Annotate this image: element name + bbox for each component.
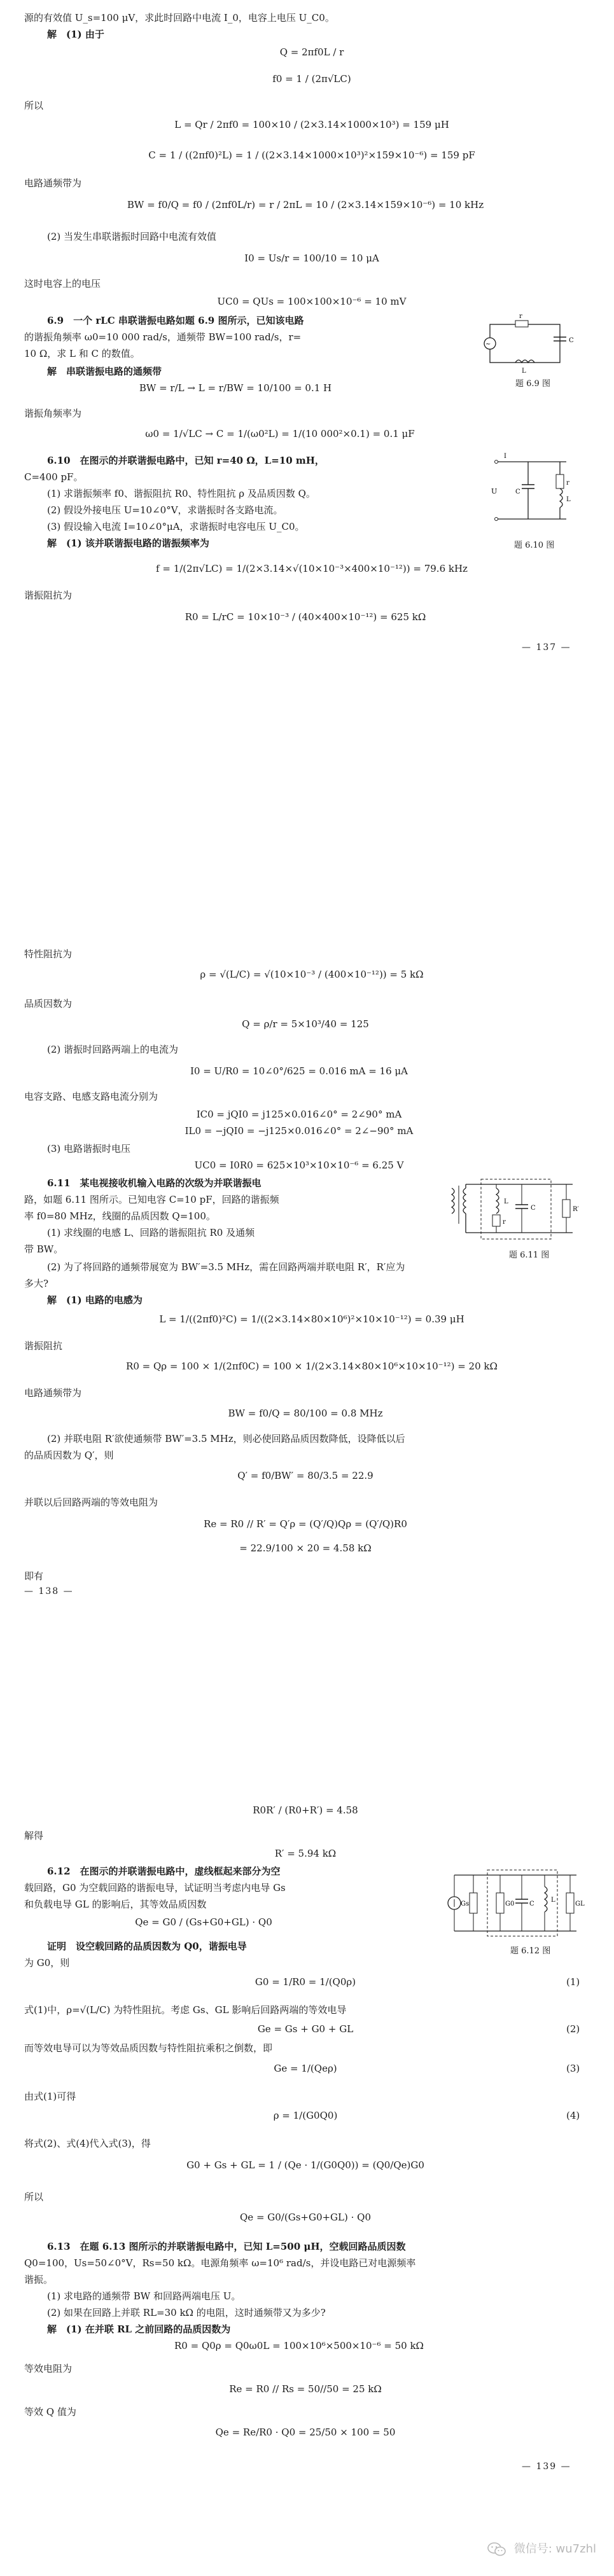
svg-text:C: C (529, 1901, 534, 1908)
svg-text:G0: G0 (505, 1901, 515, 1908)
svg-text:C: C (531, 1205, 536, 1212)
text-line: (1) 求谐振频率 f0、谐振阻抗 R0、特性阻抗 ρ 及品质因数 Q。 (47, 488, 316, 499)
text-line: 等效电阻为 (24, 2363, 73, 2374)
text-line: 多大? (24, 1278, 49, 1289)
equation: C = 1 / ((2πf0)²L) = 1 / ((2×3.14×1000×10³)²×159×10⁻⁶) = 159 pF (148, 149, 475, 161)
text-line: 解 (1) 该并联谐振电路的谐振频率为 (47, 537, 209, 549)
circuit-figure-6-9 (484, 312, 579, 375)
svg-text:L: L (522, 368, 526, 375)
equation: Re = R0 // R′ = Q′ρ = (Q′/Q)Qρ = (Q′/Q)R0 (204, 1518, 407, 1530)
equation: IC0 = jQI0 = j125×0.016∠0° = 2∠90° mA (196, 1109, 402, 1120)
text-line: (3) 假设输入电流 I=10∠0°μA，求谐振时电容电压 U_C0。 (47, 521, 305, 532)
equation: R0R′ / (R0+R′) = 4.58 (253, 1804, 358, 1816)
equation: f0 = 1 / (2π√LC) (272, 73, 351, 85)
svg-text:R′: R′ (573, 1206, 579, 1213)
svg-text:U: U (491, 487, 498, 495)
text-line: 解 (1) 在并联 RL 之前回路的品质因数为 (47, 2323, 231, 2335)
equation: Q′ = f0/BW′ = 80/3.5 = 22.9 (237, 1470, 373, 1481)
equation: I0 = U/R0 = 10∠0°/625 = 0.016 mA = 16 μA (190, 1065, 408, 1077)
text-line: 10 Ω，求 L 和 C 的数值。 (24, 348, 140, 359)
text-line: (1) 求电路的通频带 BW 和回路两端电压 U。 (47, 2290, 241, 2302)
text-line: 带 BW。 (24, 1243, 64, 1255)
page-number: — 139 — (522, 2462, 571, 2472)
equation: I0 = Us/r = 100/10 = 10 μA (244, 253, 379, 264)
svg-text:L: L (504, 1198, 508, 1205)
equation: Qe = Re/R0 · Q0 = 25/50 × 100 = 50 (215, 2427, 396, 2438)
equation-number: (1) (566, 1976, 580, 1988)
equation: UC0 = QUs = 100×100×10⁻⁶ = 10 mV (217, 296, 407, 307)
text-line: 载回路，G0 为空载回路的谐振电导，试证明当考虑内电导 Gs (24, 1882, 286, 1894)
equation: L = 1/((2πf0)²C) = 1/((2×3.14×80×10⁶)²×10×10⁻¹²) = 0.39 μH (159, 1313, 464, 1325)
equation: Qe = G0 / (Gs+G0+GL) · Q0 (135, 1916, 272, 1928)
watermark (487, 2540, 596, 2557)
equation: = 22.9/100 × 20 = 4.58 kΩ (239, 1542, 372, 1554)
circuit-figure-6-10 (490, 449, 579, 532)
equation: UC0 = I0R0 = 625×10³×10×10⁻⁶ = 6.25 V (194, 1160, 404, 1171)
figure-caption: 题 6.11 图 (509, 1250, 550, 1260)
wechat-icon (487, 2542, 506, 2557)
text-line: C=400 pF。 (24, 471, 83, 483)
text-line: 为 G0，则 (24, 1957, 70, 1969)
text-line: 源的有效值 U_s=100 μV，求此时回路中电流 I_0，电容上电压 U_C0。 (24, 12, 335, 24)
figure-caption: 题 6.9 图 (515, 379, 550, 389)
text-line: 的谐振角频率 ω0=10 000 rad/s，通频带 BW=100 rad/s，r= (24, 331, 302, 343)
equation-number: (3) (566, 2063, 580, 2074)
equation: IL0 = −jQI0 = −j125×0.016∠0° = 2∠−90° mA (185, 1125, 414, 1137)
equation: R0 = Qρ = 100 × 1/(2πf0C) = 100 × 1/(2×3.14×80×10⁶×10×10⁻¹²) = 20 kΩ (126, 1361, 498, 1372)
equation: Q = ρ/r = 5×10³/40 = 125 (242, 1018, 369, 1030)
equation: BW = r/L → L = r/BW = 10/100 = 0.1 H (139, 382, 332, 394)
text-line: (2) 如果在回路上并联 RL=30 kΩ 的电阻，这时通频带又为多少? (47, 2307, 326, 2318)
text-line: (3) 电路谐振时电压 (47, 1143, 131, 1154)
equation: L = Qr / 2πf0 = 100×10 / (2×3.14×1000×10³) = 159 μH (174, 119, 449, 130)
text-line: (2) 谐振时回路两端上的电流为 (47, 1044, 179, 1055)
text-line: (1) 求线圈的电感 L、回路的谐振阻抗 R0 及通频 (47, 1227, 255, 1238)
problem-6-11: 6.11 某电视接收机输入电路的次级为并联谐振电 (47, 1177, 262, 1189)
text-line: 谐振。 (24, 2274, 53, 2285)
text-line: 所以 (24, 100, 44, 111)
svg-text:C: C (569, 337, 574, 344)
text-line: 由式(1)可得 (24, 2091, 76, 2102)
text-line: 而等效电导可以为等效品质因数与特性阻抗乘积之倒数，即 (24, 2042, 273, 2054)
text-line: 解得 (24, 1830, 44, 1841)
svg-text:~: ~ (485, 341, 491, 348)
text-line: 电路通频带为 (24, 177, 82, 189)
text-line: 谐振阻抗 (24, 1340, 63, 1352)
text-line: 特性阻抗为 (24, 948, 73, 960)
text-line: 率 f0=80 MHz，线圈的品质因数 Q=100。 (24, 1210, 216, 1222)
equation: ω0 = 1/√LC → C = 1/(ω0²L) = 1/(10 000²×0.1) = 0.1 μF (145, 428, 415, 440)
equation: R0 = L/rC = 10×10⁻³ / (40×400×10⁻¹²) = 625 kΩ (185, 611, 426, 623)
circuit-figure-6-11 (445, 1175, 585, 1245)
svg-text:L: L (551, 1897, 555, 1904)
equation: Ge = Gs + G0 + GL (257, 2023, 354, 2035)
equation: R0 = Q0ρ = Q0ω0L = 100×10⁶×500×10⁻⁶ = 50 kΩ (174, 2340, 424, 2351)
equation: ρ = √(L/C) = √(10×10⁻³ / (400×10⁻¹²)) = 5 kΩ (200, 969, 424, 980)
text-line: Q0=100，Us=50∠0°V，Rs=50 kΩ。电源角频率 ω=10⁶ rad/s，并设电路已对电源频率 (24, 2257, 416, 2269)
text-line: 电容支路、电感支路电流分别为 (24, 1091, 158, 1102)
text-line: 将式(2)、式(4)代入式(3)，得 (24, 2138, 151, 2149)
equation: R′ = 5.94 kΩ (274, 1848, 337, 1859)
svg-text:r: r (566, 480, 569, 487)
text-line: (2) 当发生串联谐振时回路中电流有效值 (47, 231, 217, 242)
text-line: 解 (1) 由于 (47, 29, 104, 40)
page-139 (0, 1724, 614, 2576)
svg-text:r: r (519, 313, 522, 320)
text-line: 证明 设空载回路的品质因数为 Q0，谐振电导 (47, 1941, 247, 1952)
text-line: 等效 Q 值为 (24, 2406, 76, 2418)
page-number: — 138 — (24, 1586, 74, 1596)
svg-text:I: I (504, 453, 506, 460)
equation: BW = f0/Q = 80/100 = 0.8 MHz (228, 1408, 383, 1419)
figure-caption: 题 6.10 图 (514, 541, 555, 550)
watermark-text: 微信号: wu7zhl (513, 2542, 596, 2556)
text-line: 谐振阻抗为 (24, 590, 73, 601)
equation-number: (2) (566, 2023, 580, 2035)
svg-text:L: L (566, 496, 571, 503)
equation: ρ = 1/(G0Q0) (273, 2110, 338, 2121)
text-line: 并联以后回路两端的等效电阻为 (24, 1497, 158, 1508)
page-138 (0, 871, 614, 1724)
equation: Qe = G0/(Gs+G0+GL) · Q0 (240, 2212, 371, 2223)
text-line: 即有 (24, 1570, 44, 1582)
problem-6-12: 6.12 在图示的并联谐振电路中，虚线框起来部分为空 (47, 1866, 281, 1877)
text-line: 式(1)中，ρ=√(L/C) 为特性阻抗。考虑 Gs、GL 影响后回路两端的等效电导 (24, 2004, 347, 2016)
problem-6-10: 6.10 在图示的并联谐振电路中，已知 r=40 Ω，L=10 mH， (47, 455, 324, 466)
text-line: 电路通频带为 (24, 1387, 82, 1399)
page-number: — 137 — (522, 642, 571, 653)
svg-text:GL: GL (575, 1901, 585, 1908)
svg-text:Gs: Gs (461, 1901, 470, 1908)
problem-6-9: 6.9 一个 rLC 串联谐振电路如题 6.9 图所示，已知该电路 (47, 315, 304, 326)
text-line: 解 (1) 电路的电感为 (47, 1294, 143, 1306)
equation: f = 1/(2π√LC) = 1/(2×3.14×√(10×10⁻³×400×10⁻¹²)) = 79.6 kHz (156, 563, 468, 574)
text-line: (2) 为了将回路的通频带展宽为 BW′=3.5 MHz，需在回路两端并联电阻 R′，R′应为 (47, 1261, 405, 1273)
text-line: 这时电容上的电压 (24, 278, 101, 289)
equation: Q = 2πf0L / r (279, 46, 344, 58)
text-line: (2) 假设外接电压 U=10∠0°V，求谐振时各支路电流。 (47, 504, 283, 516)
equation: Ge = 1/(Qeρ) (274, 2063, 337, 2074)
equation-number: (4) (566, 2110, 580, 2121)
figure-caption: 题 6.12 图 (510, 1946, 551, 1956)
text-line: 所以 (24, 2191, 44, 2203)
text-line: 和负载电导 GL 的影响后，其等效品质因数 (24, 1899, 207, 1910)
equation: Re = R0 // Rs = 50//50 = 25 kΩ (229, 2383, 382, 2395)
circuit-figure-6-12 (445, 1865, 585, 1941)
text-line: 解 串联谐振电路的通频带 (47, 366, 162, 377)
text-line: 路，如题 6.11 图所示。已知电容 C=10 pF，回路的谐振频 (24, 1194, 279, 1205)
text-line: 谐振角频率为 (24, 408, 82, 419)
text-line: (2) 并联电阻 R′欲使通频带 BW′=3.5 MHz，则必使回路品质因数降低，设降低以后 (47, 1433, 405, 1444)
svg-text:r: r (503, 1219, 506, 1226)
problem-6-13: 6.13 在题 6.13 图所示的并联谐振电路中，已知 L=500 μH，空载回路品质因数 (47, 2241, 406, 2252)
equation: G0 + Gs + GL = 1 / (Qe · 1/(G0Q0)) = (Q0/Qe)G0 (186, 2159, 424, 2171)
page-137 (0, 0, 614, 871)
equation: G0 = 1/R0 = 1/(Q0ρ) (255, 1976, 356, 1988)
equation: BW = f0/Q = f0 / (2πf0L/r) = r / 2πL = 10 / (2×3.14×159×10⁻⁶) = 10 kHz (127, 199, 484, 211)
text-line: 品质因数为 (24, 998, 73, 1009)
svg-text:C: C (515, 488, 520, 495)
text-line: 的品质因数为 Q′，则 (24, 1450, 114, 1461)
